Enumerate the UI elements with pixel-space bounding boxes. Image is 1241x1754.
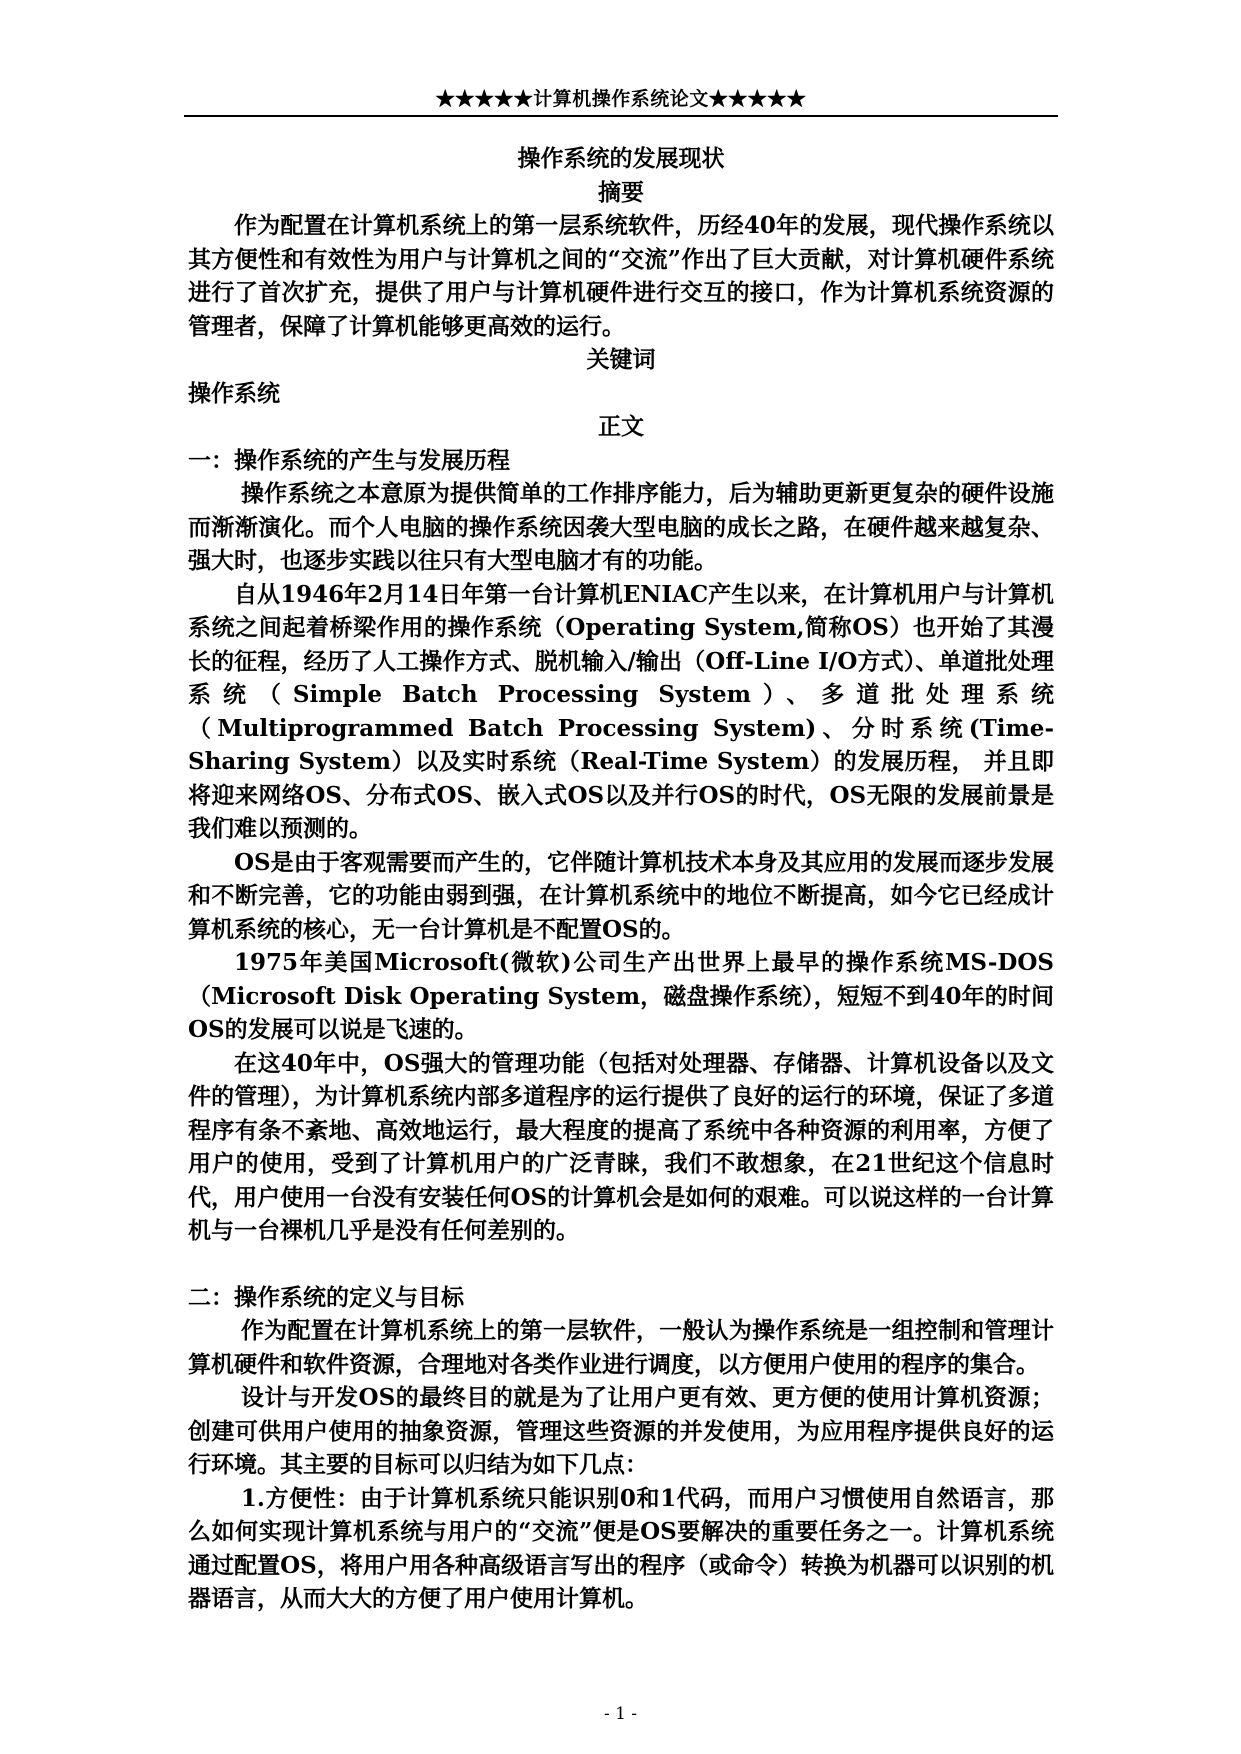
- paragraph: 设计与开发OS的最终目的就是为了让用户更有效、更方便的使用计算机资源；创建可供用户使用的抽象资源，管理这些资源的并发使用，为应用程序提供良好的运行环境。其主要的目标可以归结为如下几点：: [188, 1384, 1054, 1478]
- body-heading: 正文: [598, 413, 644, 440]
- paragraph: OS是由于客观需要而产生的，它伴随计算机技术本身及其应用的发展而逐步发展和不断完善，它的功能由弱到强，在计算机系统中的地位不断提高，如今它已经成计算机系统的核心，无一台计算机是不配置OS的。: [188, 848, 1054, 943]
- abstract-heading: 摘要: [598, 178, 644, 206]
- paragraph: 作为配置在计算机系统上的第一层软件，一般认为操作系统是一组控制和管理计算机硬件和软件资源，合理地对各类作业进行调度，以方便用户使用的程序的集合。: [188, 1317, 1054, 1378]
- header-rule: [184, 115, 1058, 117]
- paragraph: 1.方便性：由于计算机系统只能识别0和1代码，而用户习惯使用自然语言，那么如何实现计算机系统与用户的“交流”便是OS要解决的重要任务之一。计算机系统通过配置OS，将用户用各种高级语言写出的程序（或命令）转换为机器可以识别的机器语言，从而大大的方便了用户使用计算机。: [188, 1484, 1054, 1612]
- keywords-heading: 关键词: [586, 346, 656, 373]
- document-title: 操作系统的发展现状: [517, 145, 725, 172]
- section-heading: 一：操作系统的产生与发展历程: [188, 446, 510, 474]
- running-header: ★★★★★计算机操作系统论文★★★★★: [435, 88, 807, 110]
- paragraph: 自从1946年2月14日年第一台计算机ENIAC产生以来，在计算机用户与计算机系统之间起着桥梁作用的操作系统（Operating System,简称OS）也开始了其漫长的征程，经历了人工操作方式、脱机输入/输出（Off-Line I/O方式）、单道批处理系统（Simple Batch Processing System）、多道批处理系统（Multiprogrammed Batch Processing System)、分时系统(Time-Sharing System）以及实时系统（Real-Time System）的发展历程， 并且即将迎来网络OS、分布式OS、嵌入式OS以及并行OS的时代，OS无限的发展前景是我们难以预测的。: [188, 580, 1054, 842]
- document-body: [188, 142, 1054, 1616]
- paragraph: 1975年美国Microsoft(微软)公司生产出世界上最早的操作系统MS-DOS（Microsoft Disk Operating System，磁盘操作系统），短短不到40年的时间OS的发展可以说是飞速的。: [188, 949, 1054, 1043]
- page-number: - 1 -: [603, 1704, 638, 1724]
- paragraph: 在这40年中，OS强大的管理功能（包括对处理器、存储器、计算机设备以及文件的管理），为计算机系统内部多道程序的运行提供了良好的运行的环境，保证了多道程序有条不紊地、高效地运行，最大程度的提高了系统中各种资源的利用率，方便了用户的使用，受到了计算机用户的广泛青睐，我们不敢想象，在21世纪这个信息时代，用户使用一台没有安装任何OS的计算机会是如何的艰难。可以说这样的一台计算机与一台裸机几乎是没有任何差别的。: [188, 1049, 1054, 1244]
- section-heading: 二：操作系统的定义与目标: [188, 1283, 464, 1311]
- keywords-text: 操作系统: [188, 379, 280, 407]
- section-spacer: [188, 1248, 1054, 1281]
- abstract-paragraph: 作为配置在计算机系统上的第一层系统软件，历经40年的发展，现代操作系统以其方便性和有效性为用户与计算机之间的“交流”作出了巨大贡献，对计算机硬件系统进行了首次扩充，提供了用户与计算机硬件进行交互的接口，作为计算机系统资源的管理者，保障了计算机能够更高效的运行。: [188, 212, 1054, 340]
- paragraph: 操作系统之本意原为提供简单的工作排序能力，后为辅助更新更复杂的硬件设施而渐渐演化。而个人电脑的操作系统因袭大型电脑的成长之路，在硬件越来越复杂、强大时，也逐步实践以往只有大型电脑才有的功能。: [188, 480, 1054, 574]
